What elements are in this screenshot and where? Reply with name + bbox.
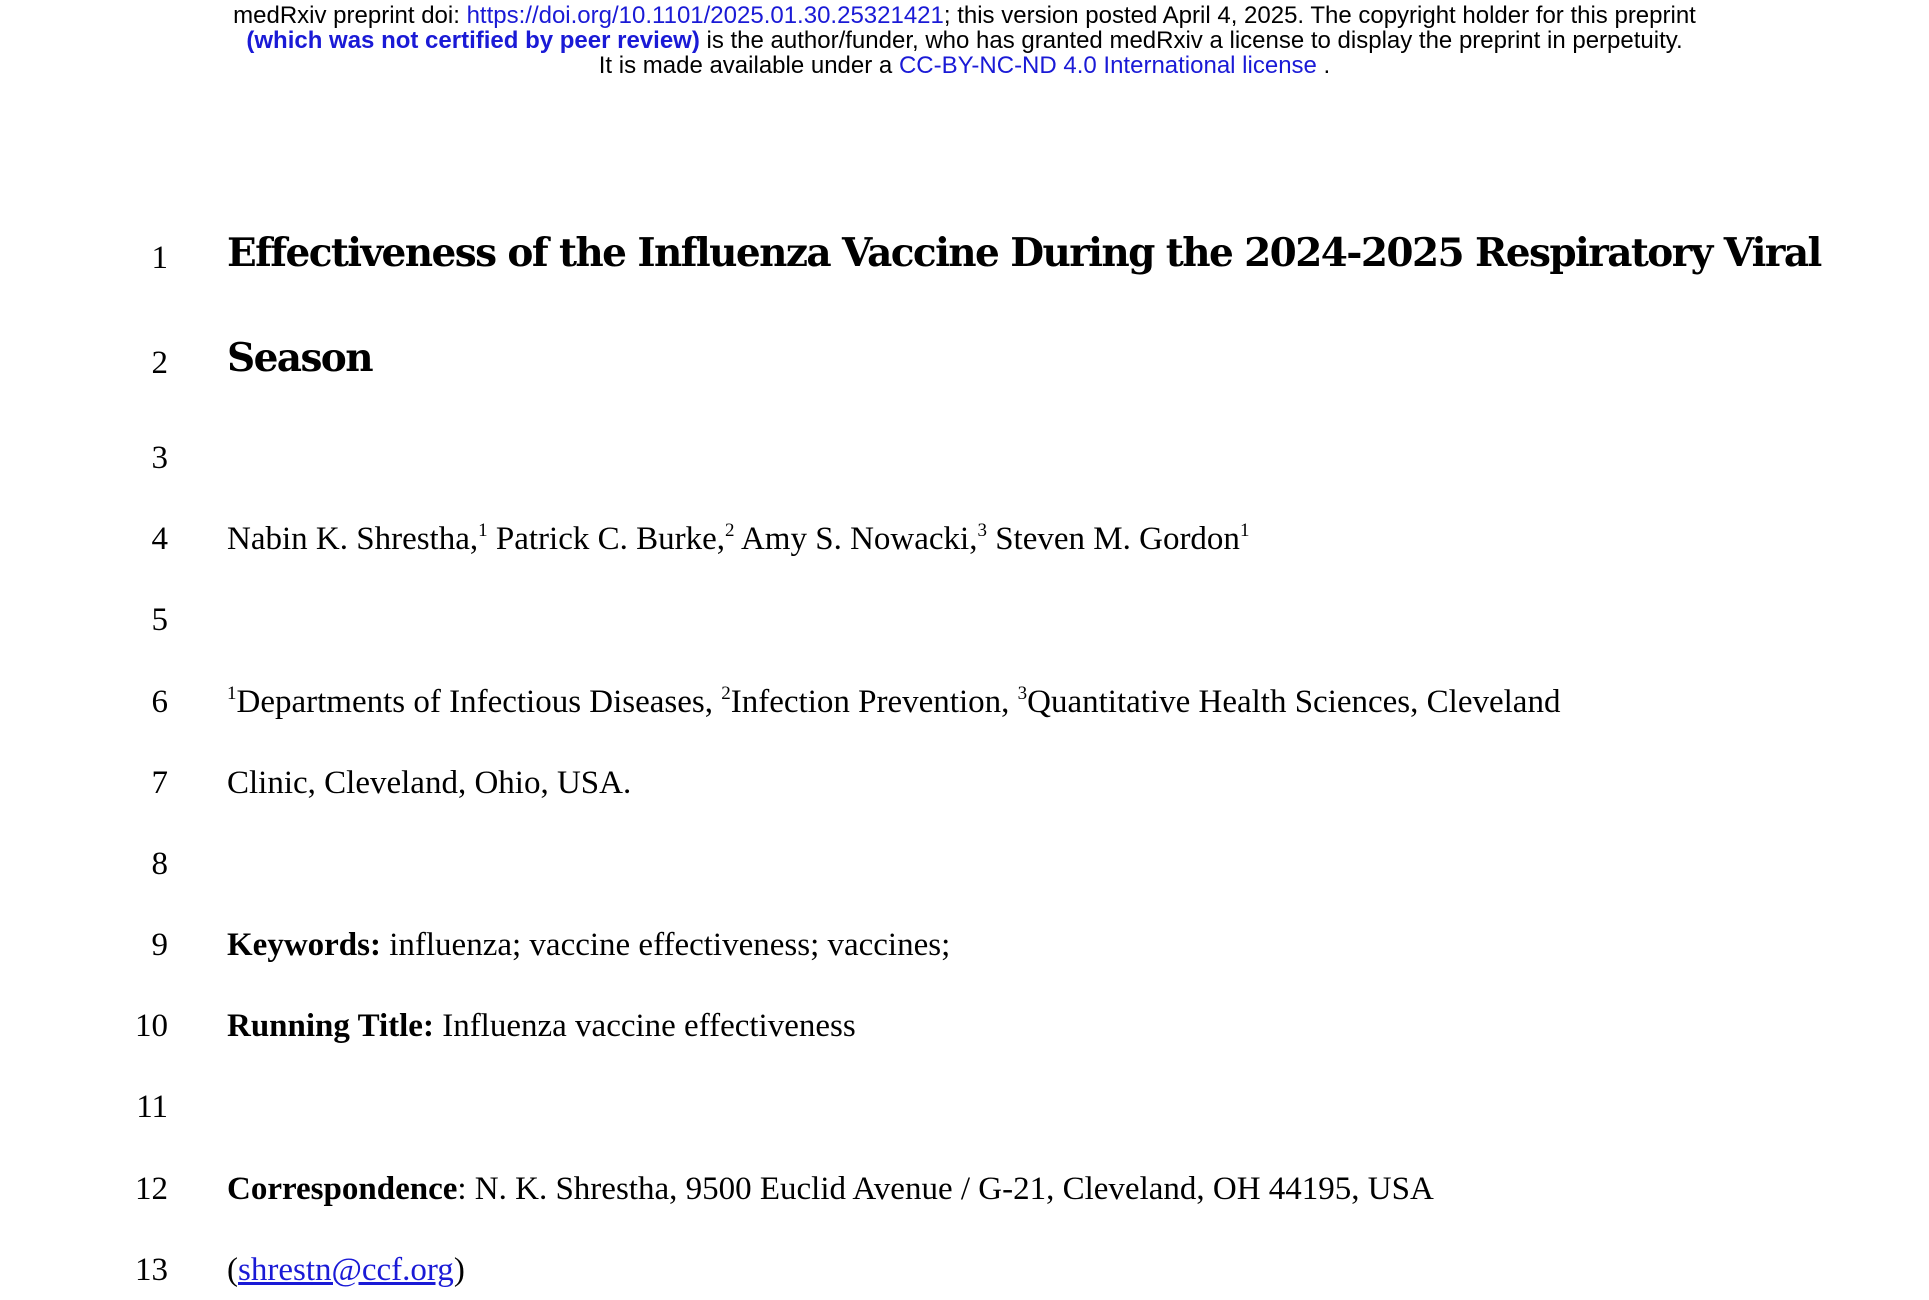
running-title	[227, 1006, 856, 1046]
affiliation-superscript: 3	[1017, 683, 1028, 704]
license-prefix: It is made available under a	[598, 52, 899, 79]
correspondence	[227, 1169, 1434, 1209]
line-number: 11	[136, 1089, 168, 1125]
author-name: Steven M. Gordon	[986, 521, 1240, 557]
affiliation-superscript: 1	[1239, 520, 1250, 541]
header-posted-text: ; this version posted April 4, 2025. The copyright holder for this preprint	[943, 2, 1696, 29]
affiliation-superscript: 2	[721, 683, 731, 704]
close-paren: )	[453, 1252, 465, 1288]
line-number: 2	[151, 345, 168, 381]
affiliation-superscript: 1	[227, 683, 237, 704]
affiliation-text: Infection Prevention,	[730, 684, 1018, 720]
line-number: 5	[151, 602, 168, 638]
correspondence-address: : N. K. Shrestha, 9500 Euclid Avenue / G-21, Cleveland, OH 44195, USA	[457, 1171, 1434, 1207]
author-list	[227, 519, 1249, 559]
author-name: Nabin K. Shrestha,	[227, 521, 479, 557]
paper-title-line-1: Effectiveness of the Influenza Vaccine During the 2024-2025 Respiratory Viral	[227, 230, 1821, 276]
running-title-label: Running Title:	[227, 1008, 434, 1044]
affiliations-line-2: Clinic, Cleveland, Ohio, USA.	[227, 765, 632, 801]
affiliation-text: Departments of Infectious Diseases,	[236, 684, 722, 720]
affiliation-superscript: 2	[725, 520, 735, 541]
line-number: 6	[151, 684, 168, 720]
running-title-value: Influenza vaccine effectiveness	[433, 1008, 856, 1044]
line-number: 1	[151, 240, 168, 276]
author-name: Patrick C. Burke,	[487, 521, 726, 557]
line-number: 3	[151, 440, 168, 476]
affiliation-superscript: 1	[478, 520, 488, 541]
keywords	[227, 925, 950, 965]
correspondence-email-line	[227, 1250, 465, 1290]
line-number: 8	[151, 846, 168, 882]
preprint-header-line-3	[0, 53, 1929, 78]
header-prefix: medRxiv preprint doi:	[233, 2, 467, 29]
license-grant-text: is the author/funder, who has granted medRxiv a license to display the preprint in perpetuity.	[699, 27, 1683, 54]
line-number: 10	[135, 1008, 168, 1044]
author-name: Amy S. Nowacki,	[734, 521, 978, 557]
doi-link[interactable]: https://doi.org/10.1101/2025.01.30.25321421	[466, 2, 944, 29]
paper-title-line-2: Season	[227, 335, 372, 381]
line-number: 13	[135, 1252, 168, 1288]
license-link[interactable]: CC-BY-NC-ND 4.0 International license	[898, 52, 1317, 79]
line-number: 7	[151, 765, 168, 801]
keywords-label: Keywords:	[227, 927, 381, 963]
affiliation-text: Quantitative Health Sciences, Cleveland	[1027, 684, 1561, 720]
correspondence-label: Correspondence	[227, 1171, 458, 1207]
open-paren: (	[227, 1252, 238, 1288]
peer-review-notice: (which was not certified by peer review)	[246, 27, 700, 54]
affiliations-line-1	[227, 682, 1560, 722]
line-number: 4	[151, 521, 168, 557]
preprint-header-line-2	[0, 28, 1929, 53]
line-number: 9	[151, 927, 168, 963]
email-link[interactable]: shrestn@ccf.org	[238, 1252, 454, 1288]
line-number: 12	[135, 1171, 168, 1207]
license-suffix: .	[1316, 52, 1331, 79]
affiliation-superscript: 3	[977, 520, 987, 541]
preprint-header-line-1	[0, 3, 1929, 28]
keywords-value: influenza; vaccine effectiveness; vaccines;	[380, 927, 951, 963]
